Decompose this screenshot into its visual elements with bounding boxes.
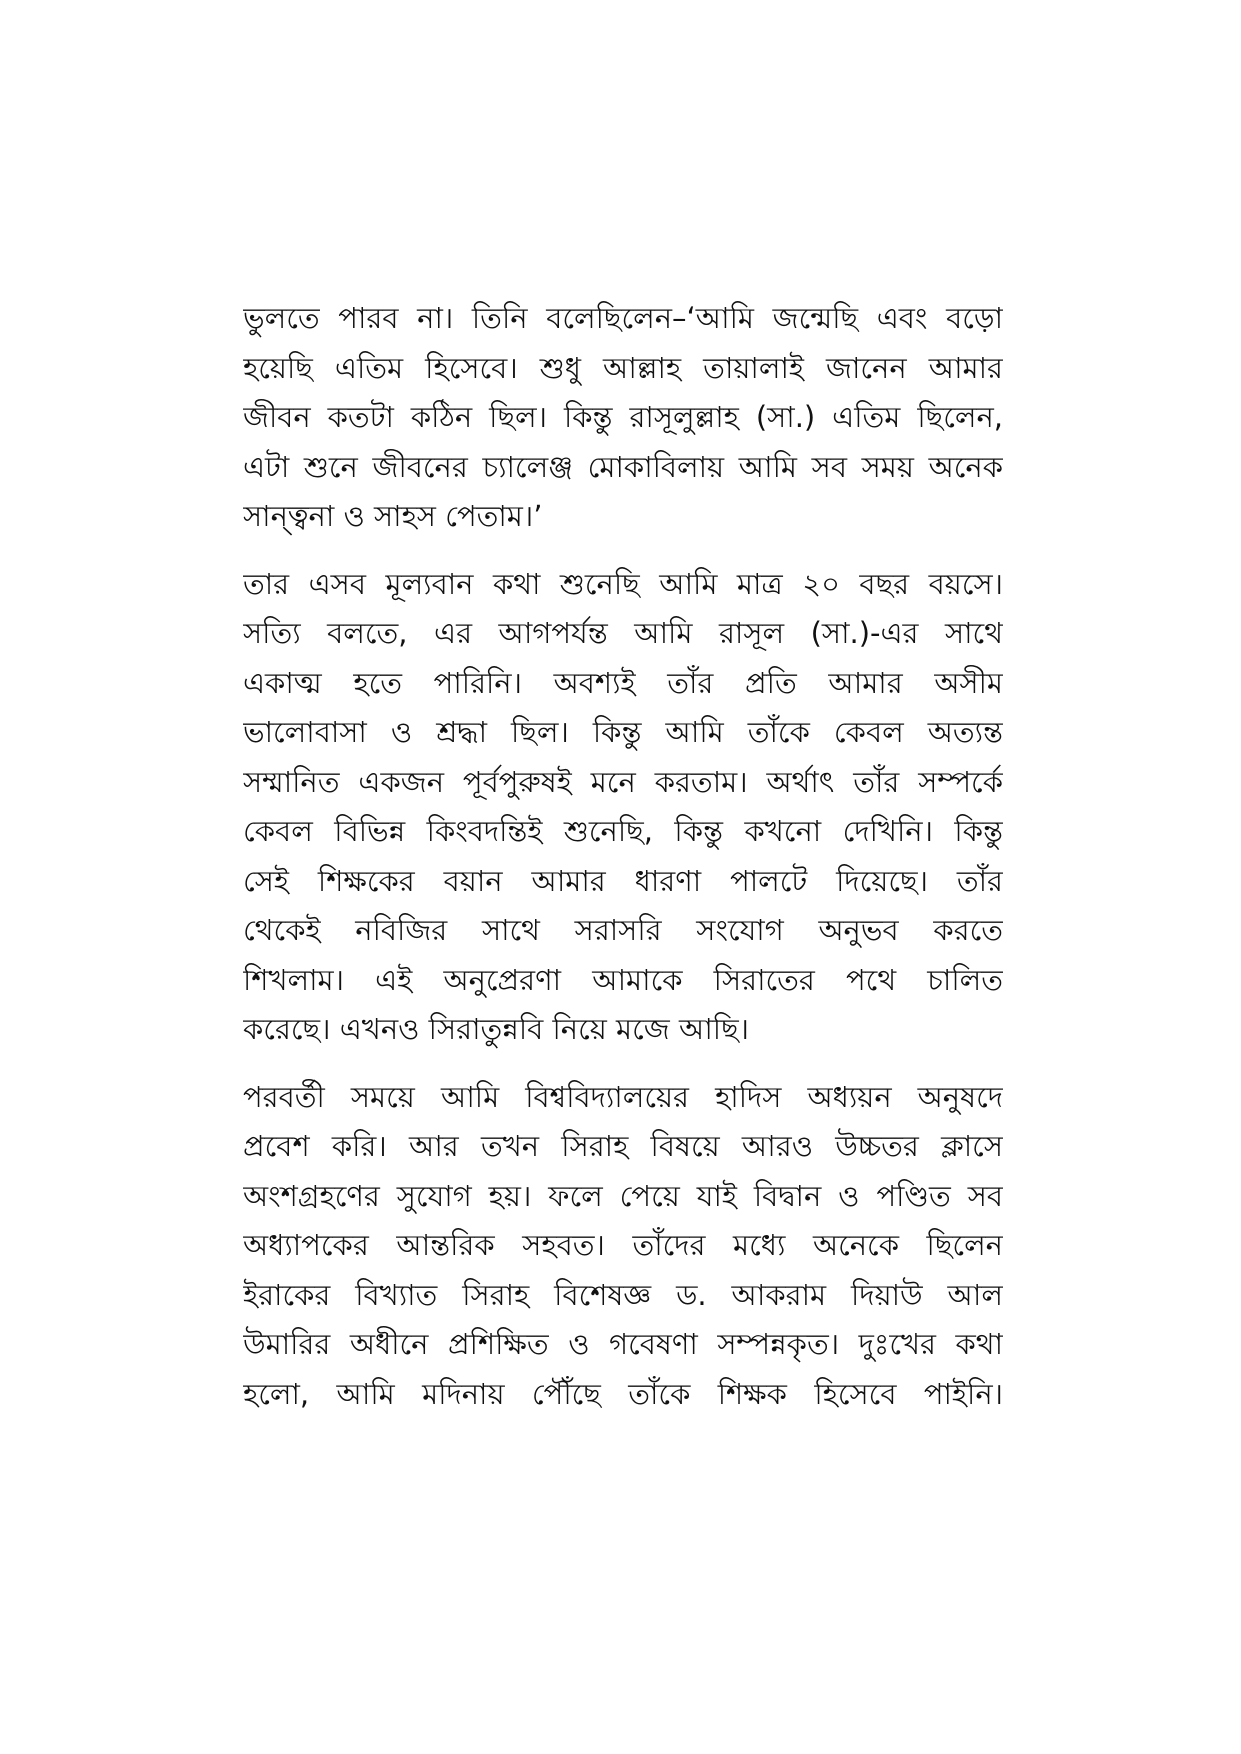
text-line: হলো, আমি মদিনায় পৌঁছে তাঁকে শিক্ষক হিসেবে পাইনি। — [243, 1376, 1003, 1411]
text-line: কেবল বিভিন্ন কিংবদন্তিই শুনেছি, কিন্তু কখনো দেখিনি। কিন্তু — [243, 814, 1003, 848]
paragraph-1 — [243, 294, 1003, 542]
body-text — [243, 294, 1003, 1437]
text-line: অংশগ্রহণের সুযোগ হয়। ফলে পেয়ে যাই বিদ্বান ও পণ্ডিত সব — [243, 1178, 1003, 1213]
text-line: একাত্ম হতে পারিনি। অবশ্যই তাঁর প্রতি আমার অসীম — [243, 665, 1003, 700]
text-line: উমারির অধীনে প্রশিক্ষিত ও গবেষণা সম্পন্নকৃত। দুঃখের কথা — [243, 1327, 1003, 1361]
text-line: করেছে। এখনও সিরাতুন্নবি নিয়ে মজে আছি। — [243, 1012, 750, 1046]
text-line: জীবন কতটা কঠিন ছিল। কিন্তু রাসূলুল্লাহ (সা.) এতিম ছিলেন, — [243, 400, 1003, 434]
text-line: সান্ত্বনা ও সাহস পেতাম।’ — [243, 499, 543, 533]
text-line: হয়েছি এতিম হিসেবে। শুধু আল্লাহ তায়ালাই জানেন আমার — [243, 350, 1003, 385]
text-line: সেই শিক্ষকের বয়ান আমার ধারণা পালটে দিয়েছে। তাঁর — [243, 863, 1003, 898]
paragraph-3 — [243, 1073, 1003, 1420]
text-line: পরবর্তী সময়ে আমি বিশ্ববিদ্যালয়ের হাদিস অধ্যয়ন অনুষদে — [243, 1079, 1003, 1114]
text-line: সম্মানিত একজন পূর্বপুরুষই মনে করতাম। অর্থাৎ তাঁর সম্পর্কে — [243, 764, 1003, 799]
text-line: প্রবেশ করি। আর তখন সিরাহ বিষয়ে আরও উচ্চতর ক্লাসে — [243, 1129, 1003, 1163]
text-line: সত্যি বলতে, এর আগপর্যন্ত আমি রাসূল (সা.)-এর সাথে — [243, 616, 1003, 650]
paragraph-2 — [243, 560, 1003, 1055]
text-line: ইরাকের বিখ্যাত সিরাহ বিশেষজ্ঞ ড. আকরাম দিয়াউ আল — [243, 1277, 1003, 1312]
text-line: অধ্যাপকের আন্তরিক সহবত। তাঁদের মধ্যে অনেকে ছিলেন — [243, 1228, 1003, 1262]
text-line: শিখলাম। এই অনুপ্রেরণা আমাকে সিরাতের পথে চালিত — [243, 962, 1003, 997]
text-line: থেকেই নবিজির সাথে সরাসরি সংযোগ অনুভব করতে — [243, 913, 1003, 947]
text-line: ভালোবাসা ও শ্রদ্ধা ছিল। কিন্তু আমি তাঁকে কেবল অত্যন্ত — [243, 715, 1003, 749]
text-line: এটা শুনে জীবনের চ্যালেঞ্জ মোকাবিলায় আমি সব সময় অনেক — [243, 449, 1003, 484]
text-line: তার এসব মূল্যবান কথা শুনেছি আমি মাত্র ২০ বছর বয়সে। — [243, 566, 1003, 601]
text-line: ভুলতে পারব না। তিনি বলেছিলেন–‘আমি জন্মেছি এবং বড়ো — [243, 301, 1003, 335]
